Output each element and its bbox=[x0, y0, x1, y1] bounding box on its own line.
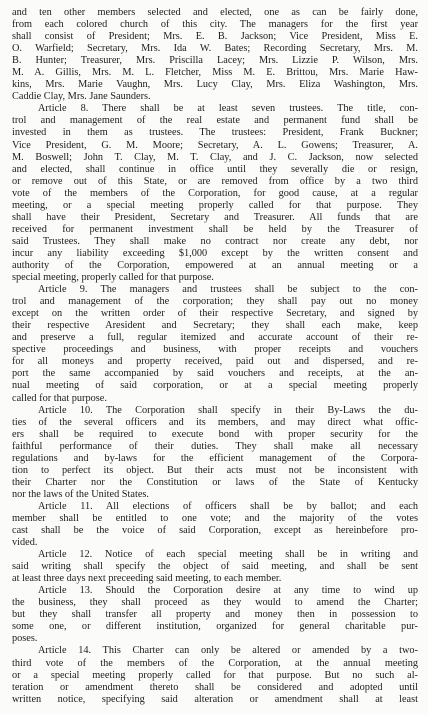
text-line: nor the laws of the United States. bbox=[12, 488, 149, 500]
text-line: or a special meeting properly called for that purpose. But no such al- bbox=[12, 669, 418, 681]
text-line: tion to perfect its object. But their acts must not be inconsistent with bbox=[12, 464, 418, 476]
text-line: written notice, specifying said alteration or amendment shall at least bbox=[12, 693, 418, 705]
text-line: but they shall transfer all property and money then in possession to bbox=[12, 609, 418, 621]
text-line: poses. bbox=[12, 633, 38, 645]
text-line: special meeting, properly called for that purpose. bbox=[12, 272, 214, 284]
text-line: spective proceedings and business, with proper receipts and vouchers bbox=[12, 344, 418, 356]
text-line: O. Warfield; Secretary, Mrs. Ida W. Bates; Recording Secretary, Mrs. M. bbox=[12, 43, 418, 55]
text-line: and ten other members selected and elected, one as can be fairly done, bbox=[12, 7, 418, 18]
text-line: said Trustees. They shall make no contract nor create any debt, nor bbox=[12, 235, 418, 247]
text-line: port the same accompanied by said vouchers and receipts, at the an- bbox=[12, 368, 418, 380]
text-line: M. Boswell; John T. Clay, M. T. Clay, and J. C. Jackson, now selected bbox=[12, 151, 418, 163]
text-line: nual meeting of said corporation, or at a special meeting properly bbox=[12, 380, 418, 392]
text-line: vote of the members of the Corporation, for good cause, at a regular bbox=[12, 187, 418, 199]
text-line: teration or amendment thereto shall be considered and adopted until bbox=[12, 681, 418, 693]
text-line: ers shall be required to execute bond with proper security for the bbox=[12, 428, 418, 440]
text-line: invested in them as trustees. The trustees: President, Frank Buckner; bbox=[12, 127, 418, 139]
article-heading-line: Article 13. Should the Corporation desire at any time to wind up bbox=[38, 585, 418, 597]
article-heading-line: Article 8. There shall be at least seven trustees. The title, con- bbox=[38, 103, 418, 115]
text-line: M. A. Gillis, Mrs. M. L. Fletcher, Miss M. E. Brittou, Mrs. Marie Haw- bbox=[12, 67, 418, 79]
text-line: vided. bbox=[12, 537, 38, 549]
text-line: meeting, or a special meeting properly called for that purpose. They bbox=[12, 199, 418, 211]
text-line: cast shall be the voice of said Corporation, except as hereinbefore pro- bbox=[12, 525, 418, 537]
text-line: said writing shall specify the object of said meeting, and shall be sent bbox=[12, 561, 418, 573]
text-line: trol and management of the corporation; they shall pay out no money bbox=[12, 296, 418, 308]
text-line: their respective Aresident and Secretary; they shall each make, keep bbox=[12, 320, 418, 332]
article-heading-line: Article 10. The Corporation shall specify in their By-Laws the du- bbox=[38, 404, 418, 416]
article-heading-line: Article 14. This Charter can only be altered or amended by a two- bbox=[38, 645, 418, 657]
text-line: called for that purpose. bbox=[12, 392, 107, 404]
text-line: faithful performance of their duties. They shall make all necessary bbox=[12, 440, 418, 452]
text-line: incur any liability exceeding $1,000 except by the written consent and bbox=[12, 247, 418, 259]
text-line: from each colored church of this city. The managers for the first year bbox=[12, 19, 418, 31]
document-text-column bbox=[12, 7, 418, 706]
text-line: the business, they shall proceed as they would to amend the Charter; bbox=[12, 597, 418, 609]
text-line: kins, Mrs. Marie Vaughn, Mrs. Lucy Clay, Mrs. Eliza Washington, Mrs. bbox=[12, 79, 418, 91]
text-line: Vice President, G. M. Moore; Secretary, A. L. Gowens; Treasurer, A. bbox=[12, 139, 418, 151]
text-line: their Charter nor the Constitution or laws of the State of Kentucky bbox=[12, 476, 418, 488]
text-line: member shall be entitled to one vote; and the majority of the votes bbox=[12, 512, 418, 524]
text-line: third vote of the members of the Corporation, at the annual meeting bbox=[12, 657, 418, 669]
text-line: ties of the several officers and its members, and may direct what offic- bbox=[12, 416, 418, 428]
text-line: at least three days next preceeding said meeting, to each member. bbox=[12, 573, 282, 585]
article-heading-line: Article 11. All elections of officers shall be by ballot; and each bbox=[38, 500, 418, 512]
text-line: regulations and by-laws for the efficient management of the Corpora- bbox=[12, 452, 418, 464]
text-line: shall consist of President; Mrs. E. B. Jackson; Vice President, Miss E. bbox=[12, 31, 418, 43]
text-line: some one, or different institution, organized for general charitable pur- bbox=[12, 621, 418, 633]
text-line: except on the written order of their respective Secretary, and signed by bbox=[12, 308, 418, 320]
article-heading-line: Article 9. The managers and trustees shall be subject to the con- bbox=[38, 284, 418, 296]
text-line: and elected, shall continue in office until they severally die or resign, bbox=[12, 163, 418, 175]
text-line: for all moneys and property received, paid out and dispersed, and re- bbox=[12, 356, 418, 368]
text-line: B. Hunter; Treasurer, Mrs. Priscilla Lacey; Mrs. Lizzie P. Wilson, Mrs. bbox=[12, 55, 418, 67]
text-line: Caddie Clay, Mrs. Jane Saunders. bbox=[12, 91, 151, 103]
text-line: shall have their President, Secretary and Treasurer. All funds that are bbox=[12, 211, 418, 223]
text-line: or remove out of this State, or are removed from office by a two third bbox=[12, 175, 418, 187]
text-line: and preserve a full, regular itemized and accurate account of their re- bbox=[12, 332, 418, 344]
text-line: authority of the Corporation, empowered at an annual meeting or a bbox=[12, 259, 418, 271]
article-heading-line: Article 12. Notice of each special meeting shall be in writing and bbox=[38, 549, 418, 561]
text-line: received for permanent investment shall be held by the Treasurer of bbox=[12, 223, 418, 235]
text-line: trol and management of the real estate and permanent fund shall be bbox=[12, 115, 418, 127]
